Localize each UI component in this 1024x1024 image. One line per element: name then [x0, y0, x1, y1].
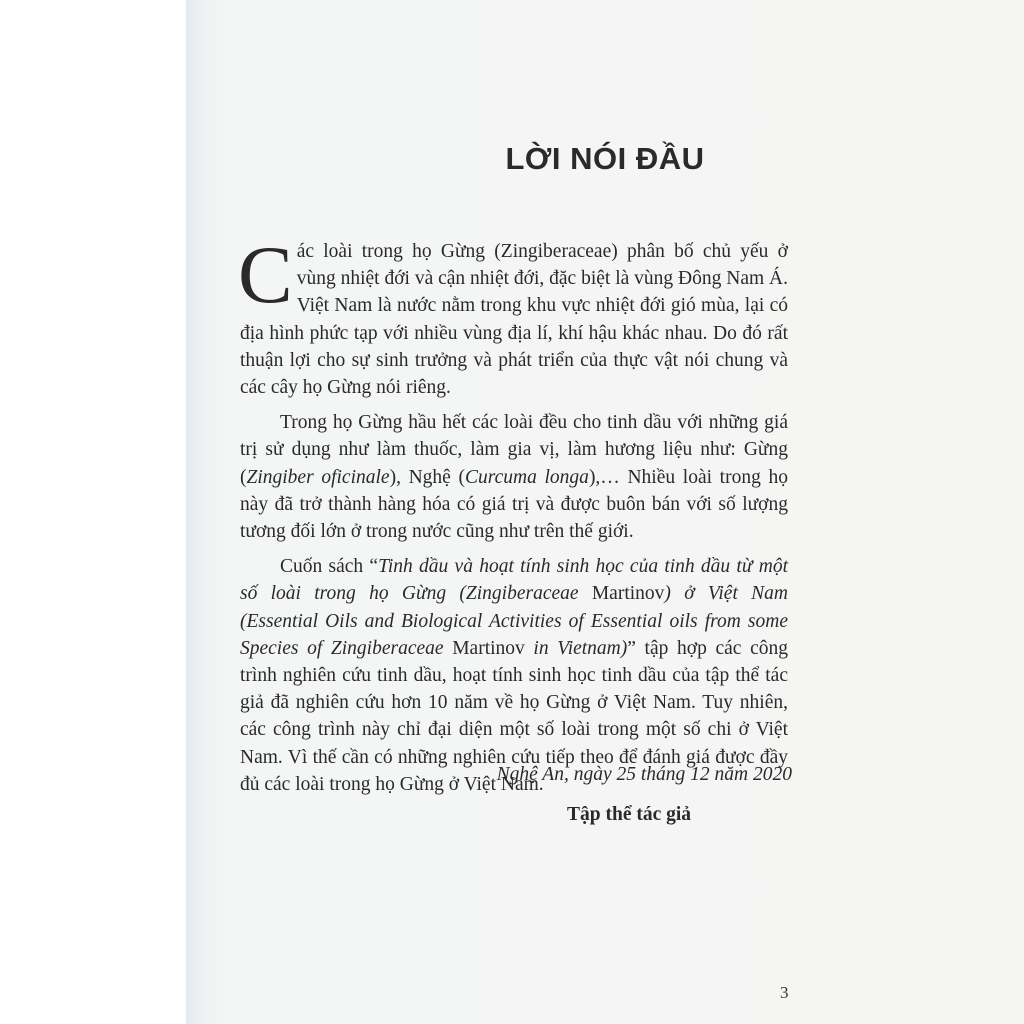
outer-margin: [0, 0, 186, 1024]
species-name-ginger: Zingiber oficinale: [246, 466, 390, 488]
paragraph-2-text-a: Trong họ Gừng hầu hết các loài đều cho tinh dầu với những giá trị sử dụng như làm thuốc, làm gia vị, làm hương liệu như: Gừng (: [240, 412, 788, 488]
paragraph-3: [240, 553, 788, 798]
paragraph-3-text-d: ” tập hợp các công trình nghiên cứu tinh dầu, hoạt tính sinh học tinh dầu của tập thể tác giả đã nghiên cứu hơn 10 năm về họ Gừng ở Việt Nam. Tuy nhiên, các công trình này chỉ đại diện một số loài trong một số chi ở Việt Nam. Vì thế cần có những nghiên cứu tiếp theo để đánh giá được đầy đủ các loài trong họ Gừng ở Việt Nam.: [240, 637, 788, 795]
book-title-italic-a: Tinh dầu và hoạt tính sinh học của tinh dầu từ một số loài trong họ Gừng (Zingiberaceae: [240, 556, 788, 605]
paragraph-3-text-a: Cuốn sách “: [280, 556, 379, 578]
preface-body: [238, 229, 789, 806]
paragraph-3-text-b: Martinov: [578, 583, 665, 605]
paragraph-2: [240, 409, 788, 545]
paragraph-3-text-c: Martinov: [443, 637, 534, 659]
species-name-turmeric: Curcuma longa: [465, 466, 589, 488]
page-number: 3: [780, 983, 789, 1002]
paragraph-2-text-c: ),… Nhiều loài trong họ này đã trở thành hàng hóa có giá trị và được buôn bán với số lượng tương đối lớn ở trong nước cũng như trên thế giới.: [240, 466, 788, 543]
page-title: LỜI NÓI ĐẦU: [505, 141, 705, 176]
paragraph-1-text: ác loài trong họ Gừng (Zingiberaceae) phân bố chủ yếu ở vùng nhiệt đới và cận nhiệt đới, đặc biệt là vùng Đông Nam Á. Việt Nam là nước nằm trong khu vực nhiệt đới gió mùa, lại có địa hình phức tạp với nhiều vùng địa lí, khí hậu khác nhau. Do đó rất thuận lợi cho sự sinh trưởng và phát triển của thực vật nói chung và các cây họ Gừng nói riêng.: [240, 241, 788, 399]
book-title-italic-c: in Vietnam): [533, 637, 628, 659]
authors-signature: Tập thể tác giả: [567, 804, 692, 825]
date-place-line: Nghệ An, ngày 25 tháng 12 năm 2020: [496, 764, 792, 785]
paragraph-1: [238, 229, 788, 401]
book-page: [186, 0, 1024, 1024]
paragraph-2-text-b: ), Nghệ (: [389, 466, 465, 488]
drop-cap: C: [238, 229, 293, 320]
book-title-italic-b: ) ở Việt Nam (Essential Oils and Biological Activities of Essential oils from some Species of Zingiberaceae: [240, 583, 789, 659]
